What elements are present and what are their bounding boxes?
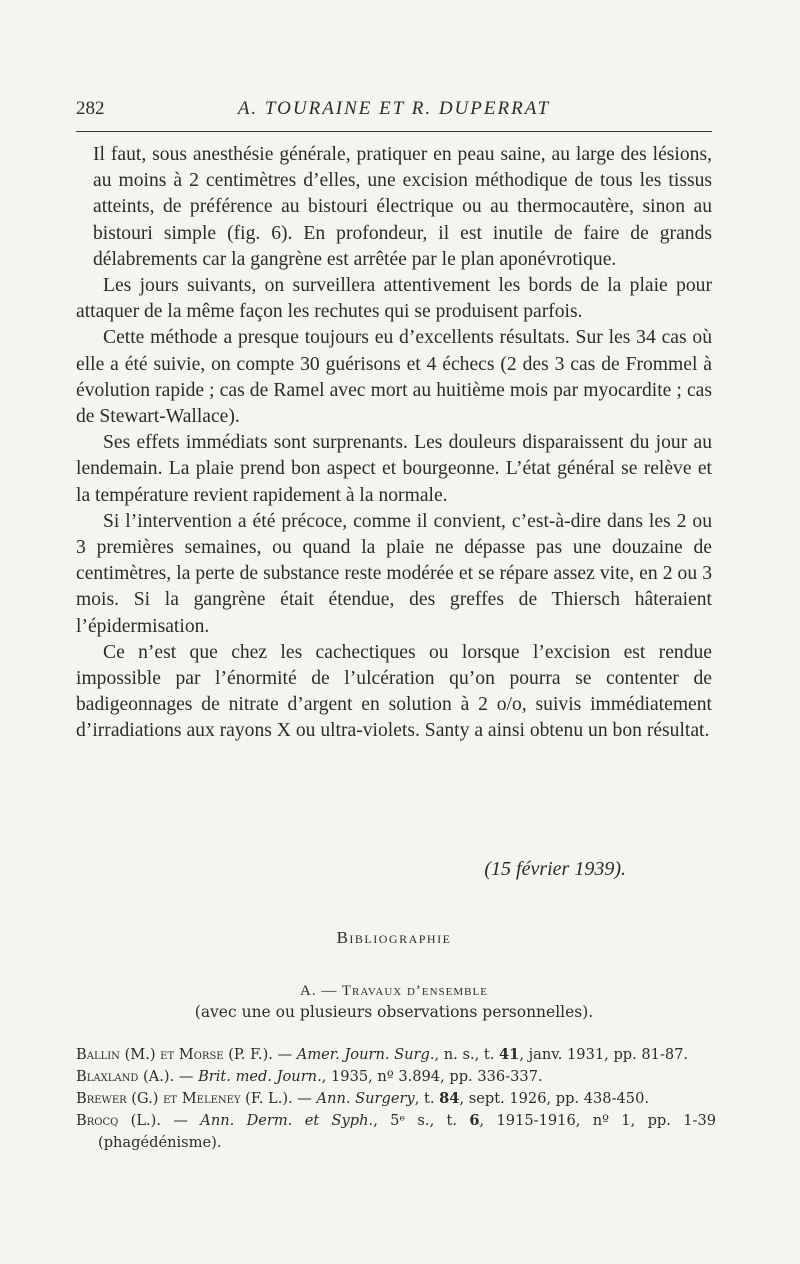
reference-separator: — <box>272 1046 297 1063</box>
reference-separator: — <box>292 1090 317 1107</box>
section-title: A. — Travaux d’ensemble <box>300 983 488 999</box>
running-head: A. TOURAINE ET R. DUPERRAT <box>237 98 551 119</box>
reference-authors: Ballin (M.) et Morse (P. F.). <box>76 1046 273 1063</box>
body-text <box>76 142 712 745</box>
paragraph: Ses effets immédiats sont surprenants. Les douleurs disparaissent du jour au lendemain. La plaie prend bon aspect et bourgeonne. L’état général se relève et la température revient rapidement à la normale. <box>76 432 712 506</box>
paragraph: Il faut, sous anesthésie générale, pratiquer en peau saine, au large des lésions, au moins à 2 centimètres d’elles, une excision méthodique de tous les tissus atteints, de préférence au bistouri électrique ou au thermocautère, sinon au bistouri simple (fig. 6). En profondeur, il est inutile de faire de grands délabrements car la gangrène est arrêtée par le plan aponévrotique. <box>93 144 712 270</box>
paragraph: Les jours suivants, on surveillera attentivement les bords de la plaie pour attaquer de la même façon les rechutes qui se produisent parfois. <box>76 275 712 323</box>
reference-list <box>76 1044 716 1154</box>
reference-volume: 41 <box>499 1046 520 1063</box>
reference-rest: , 1915-1916, nº 1, pp. 1-39 (phagédénisme). <box>98 1112 717 1151</box>
reference-item <box>76 1044 716 1066</box>
reference-separator: — <box>161 1112 201 1129</box>
paragraph: Si l’intervention a été précoce, comme il convient, c’est-à-dire dans les 2 ou 3 premières semaines, ou quand la plaie ne dépasse pas une douzaine de centimètres, la perte de substance reste modérée et se répare assez vite, en 2 ou 3 mois. Si la gangrène était étendue, des greffes de Thiersch hâteraient l’épidermisation. <box>76 510 712 637</box>
reference-journal: Ann. Surgery <box>316 1090 415 1107</box>
bibliography-title: Bibliographie <box>336 928 452 947</box>
reference-rest: , janv. 1931, pp. 81-87. <box>519 1046 689 1063</box>
reference-journal: Amer. Journ. Surg. <box>296 1046 435 1063</box>
reference-volume: 84 <box>439 1090 460 1107</box>
reference-item <box>76 1066 716 1088</box>
header-rule <box>76 131 712 132</box>
section-subtitle: (avec une ou plusieurs observations personnelles). <box>194 1003 594 1021</box>
reference-separator: — <box>174 1068 199 1085</box>
reference-mid: , n. s., t. <box>434 1046 500 1063</box>
reference-mid: , 1935, nº 3.894, pp. 336-337. <box>321 1068 543 1085</box>
reference-authors: Brewer (G.) et Meleney (F. L.). <box>76 1090 293 1107</box>
reference-authors: Brocq (L.). <box>76 1112 161 1129</box>
reference-authors: Blaxland (A.). <box>76 1068 175 1085</box>
page-header <box>76 98 712 126</box>
reference-rest: , sept. 1926, pp. 438-450. <box>459 1090 650 1107</box>
reference-volume: 6 <box>469 1112 480 1129</box>
reference-journal: Ann. Derm. et Syph. <box>200 1112 374 1129</box>
paragraph: Cette méthode a presque toujours eu d’excellents résultats. Sur les 34 cas où elle a été suivie, on compte 30 guérisons et 4 échecs (2 des 3 cas de Frommel à évolution rapide ; cas de Ramel avec mort au huitième mois par myocardite ; cas de Stewart-Wallace). <box>76 327 712 428</box>
page-number: 282 <box>76 98 105 119</box>
reference-item <box>76 1088 716 1110</box>
date-line: (15 février 1939). <box>484 858 626 880</box>
reference-mid: , 5ᵉ s., t. <box>373 1112 470 1129</box>
reference-journal: Brit. med. Journ. <box>198 1068 322 1085</box>
paragraph: Ce n’est que chez les cachectiques ou lorsque l’excision est rendue impossible par l’énormité de l’ulcération qu’on pourra se contenter de badigeonnages de nitrate d’argent en solution à 2 o/o, suivis immédiatement d’irradiations aux rayons X ou ultra-violets. Santy a ainsi obtenu un bon résultat. <box>76 641 712 742</box>
reference-item <box>76 1110 716 1154</box>
reference-mid: , t. <box>414 1090 440 1107</box>
